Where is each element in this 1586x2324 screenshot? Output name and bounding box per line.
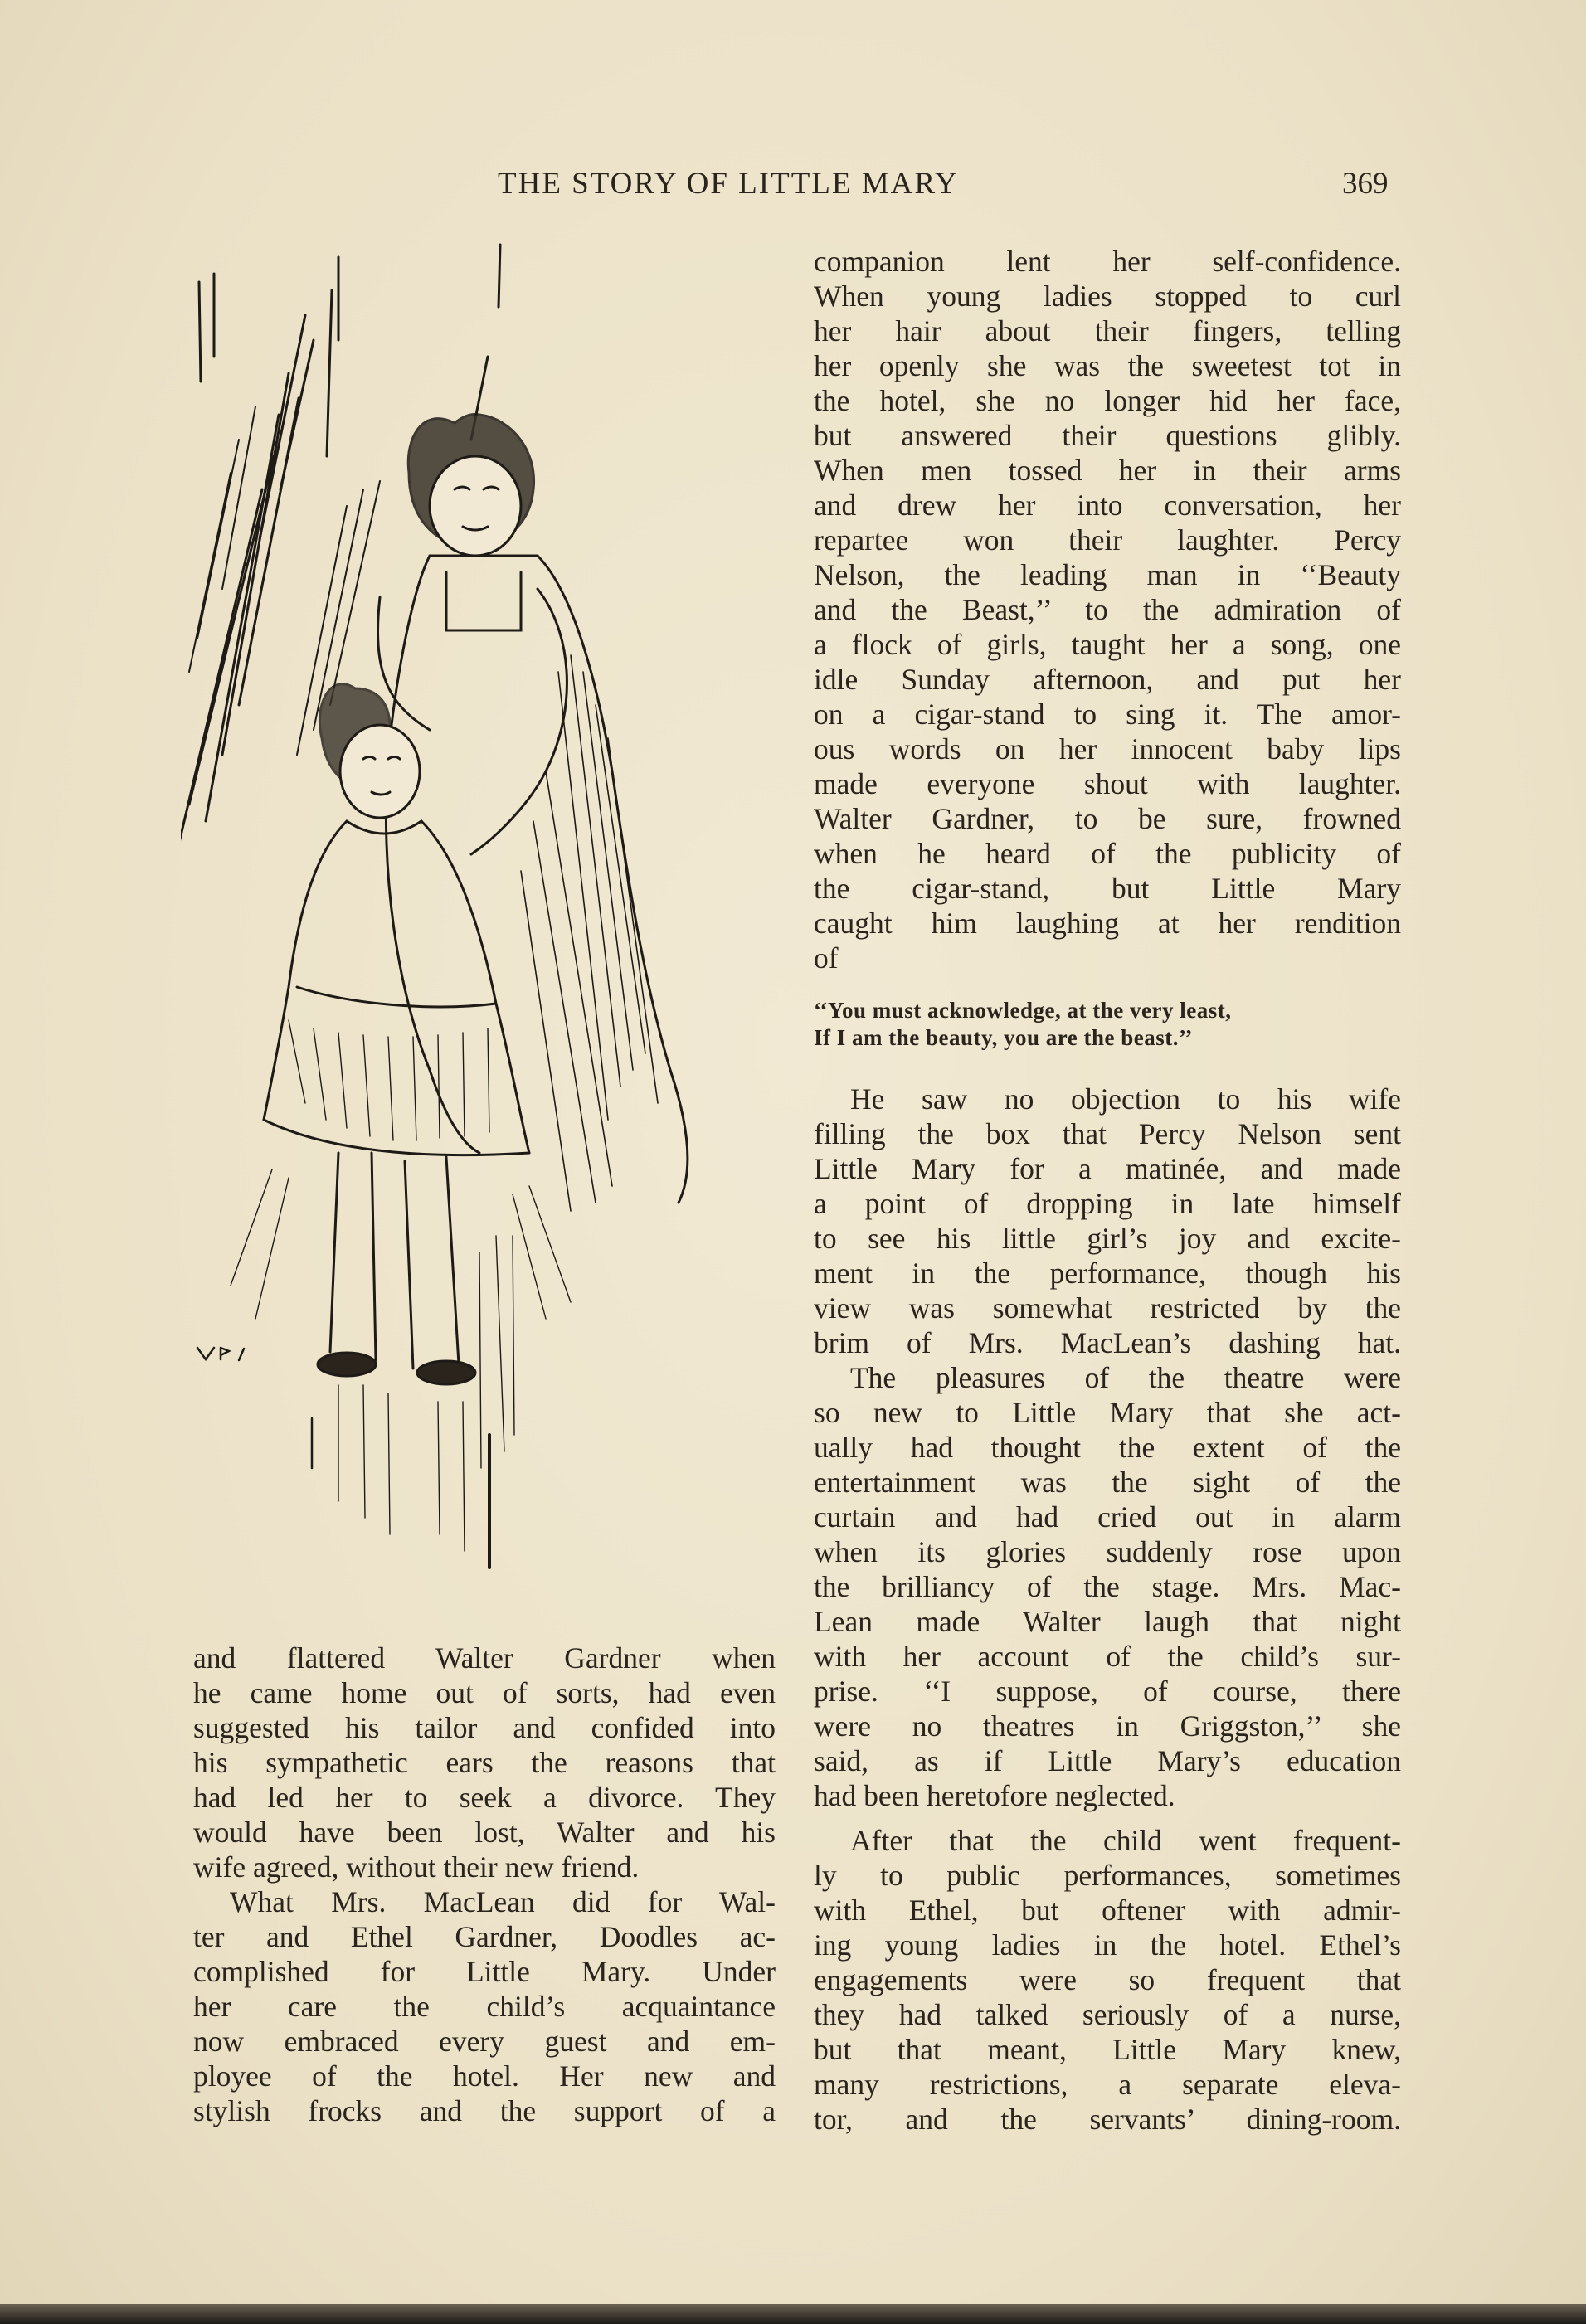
text-line: now embraced every guest and em- (193, 2025, 776, 2058)
text-line: with Ethel, but oftener with admir- (814, 1894, 1401, 1927)
text-line: ployee of the hotel. Her new and (193, 2059, 776, 2093)
text-line: many restrictions, a separate eleva- (814, 2068, 1401, 2101)
text-line: so new to Little Mary that she act- (814, 1396, 1401, 1429)
text-line: ually had thought the extent of the (814, 1431, 1401, 1464)
text-line: Little Mary for a matinée, and made (814, 1152, 1401, 1185)
verse-line: ‘‘You must acknowledge, at the very least, (814, 998, 1232, 1023)
text-line: and the Beast,’’ to the admiration of (814, 593, 1401, 626)
text-line: curtain and had cried out in alarm (814, 1500, 1401, 1534)
text-line: wife agreed, without their new friend. (193, 1850, 640, 1884)
text-line: but that meant, Little Mary knew, (814, 2033, 1401, 2066)
text-line: complished for Little Mary. Under (193, 1955, 776, 1988)
text-line: idle Sunday afternoon, and put her (814, 663, 1401, 696)
paragraph (814, 1823, 1401, 2137)
text-line: Nelson, the leading man in ‘‘Beauty (814, 558, 1401, 591)
left-column-text (193, 1641, 776, 2128)
verse-line: If I am the beauty, you are the beast.’’ (814, 1025, 1193, 1050)
text-line: ing young ladies in the hotel. Ethel’s (814, 1928, 1401, 1962)
paragraph (193, 1641, 776, 1884)
text-line: of (814, 941, 839, 975)
paragraph (814, 1360, 1401, 1813)
text-line: a flock of girls, taught her a song, one (814, 628, 1401, 661)
running-title: THE STORY OF LITTLE MARY (498, 167, 959, 201)
text-line: said, as if Little Mary’s education (814, 1744, 1401, 1777)
page-number: 369 (1342, 167, 1389, 201)
text-line: her hair about their fingers, telling (814, 314, 1401, 348)
text-line: brim of Mrs. MacLean’s dashing hat. (814, 1326, 1401, 1359)
text-line: he came home out of sorts, had even (193, 1676, 776, 1709)
text-line: repartee won their laughter. Percy (814, 523, 1401, 557)
text-line: her openly she was the sweetest tot in (814, 349, 1401, 382)
text-line: and drew her into conversation, her (814, 489, 1401, 522)
text-line: entertainment was the sight of the (814, 1466, 1401, 1499)
text-line: prise. ‘‘I suppose, of course, there (814, 1675, 1401, 1708)
text-line: Lean made Walter laugh that night (814, 1605, 1401, 1638)
right-column-text (814, 244, 1401, 2137)
page-header (0, 166, 1586, 207)
text-line: had been heretofore neglected. (814, 1779, 1175, 1812)
text-line: caught him laughing at her rendition (814, 907, 1401, 940)
text-line: What Mrs. MacLean did for Wal- (230, 1885, 776, 1918)
text-line: The pleasures of the theatre were (850, 1361, 1401, 1394)
text-line: suggested his tailor and confided into (193, 1711, 776, 1744)
text-line: on a cigar-stand to sing it. The amor- (814, 698, 1401, 731)
text-line: Walter Gardner, to be sure, frowned (814, 802, 1401, 835)
text-line: her care the child’s acquaintance (193, 1990, 776, 2023)
text-line: ous words on her innocent baby lips (814, 732, 1401, 766)
text-line: when its glories suddenly rose upon (814, 1535, 1401, 1568)
text-line: When young ladies stopped to curl (814, 280, 1401, 313)
page-bottom-edge (0, 2304, 1586, 2324)
text-line: tor, and the servants’ dining-room. (814, 2103, 1401, 2136)
text-line: stylish frocks and the support of a (193, 2094, 776, 2127)
illustration-nurse-and-child (181, 241, 778, 1584)
text-line: made everyone shout with laughter. (814, 767, 1401, 800)
text-line: companion lent her self-confidence. (814, 245, 1401, 278)
text-line: his sympathetic ears the reasons that (193, 1746, 776, 1779)
text-line: a point of dropping in late himself (814, 1187, 1401, 1220)
text-line: the cigar-stand, but Little Mary (814, 872, 1401, 905)
text-line: ter and Ethel Gardner, Doodles ac- (193, 1920, 776, 1953)
text-line: He saw no objection to his wife (850, 1082, 1401, 1116)
text-line: were no theatres in Griggston,’’ she (814, 1709, 1401, 1743)
text-line: when he heard of the publicity of (814, 837, 1401, 870)
text-line: and flattered Walter Gardner when (193, 1641, 776, 1675)
paragraph (193, 1884, 776, 2128)
paragraph (814, 1082, 1401, 1360)
text-line: with her account of the child’s sur- (814, 1640, 1401, 1673)
text-line: would have been lost, Walter and his (193, 1816, 776, 1849)
text-line: to see his little girl’s joy and excite- (814, 1222, 1401, 1255)
text-line: but answered their questions glibly. (814, 419, 1401, 452)
paragraph (814, 244, 1401, 975)
verse-quotation (814, 997, 1401, 1052)
text-line: ment in the performance, though his (814, 1257, 1401, 1290)
text-line: had led her to seek a divorce. They (193, 1781, 776, 1814)
text-line: After that the child went frequent- (850, 1824, 1401, 1857)
text-line: When men tossed her in their arms (814, 454, 1401, 487)
text-line: the hotel, she no longer hid her face, (814, 384, 1401, 417)
text-line: filling the box that Percy Nelson sent (814, 1117, 1401, 1150)
text-line: engagements were so frequent that (814, 1963, 1401, 1996)
text-line: the brilliancy of the stage. Mrs. Mac- (814, 1570, 1401, 1603)
text-line: view was somewhat restricted by the (814, 1291, 1401, 1325)
text-line: ly to public performances, sometimes (814, 1859, 1401, 1892)
text-line: they had talked seriously of a nurse, (814, 1998, 1401, 2031)
